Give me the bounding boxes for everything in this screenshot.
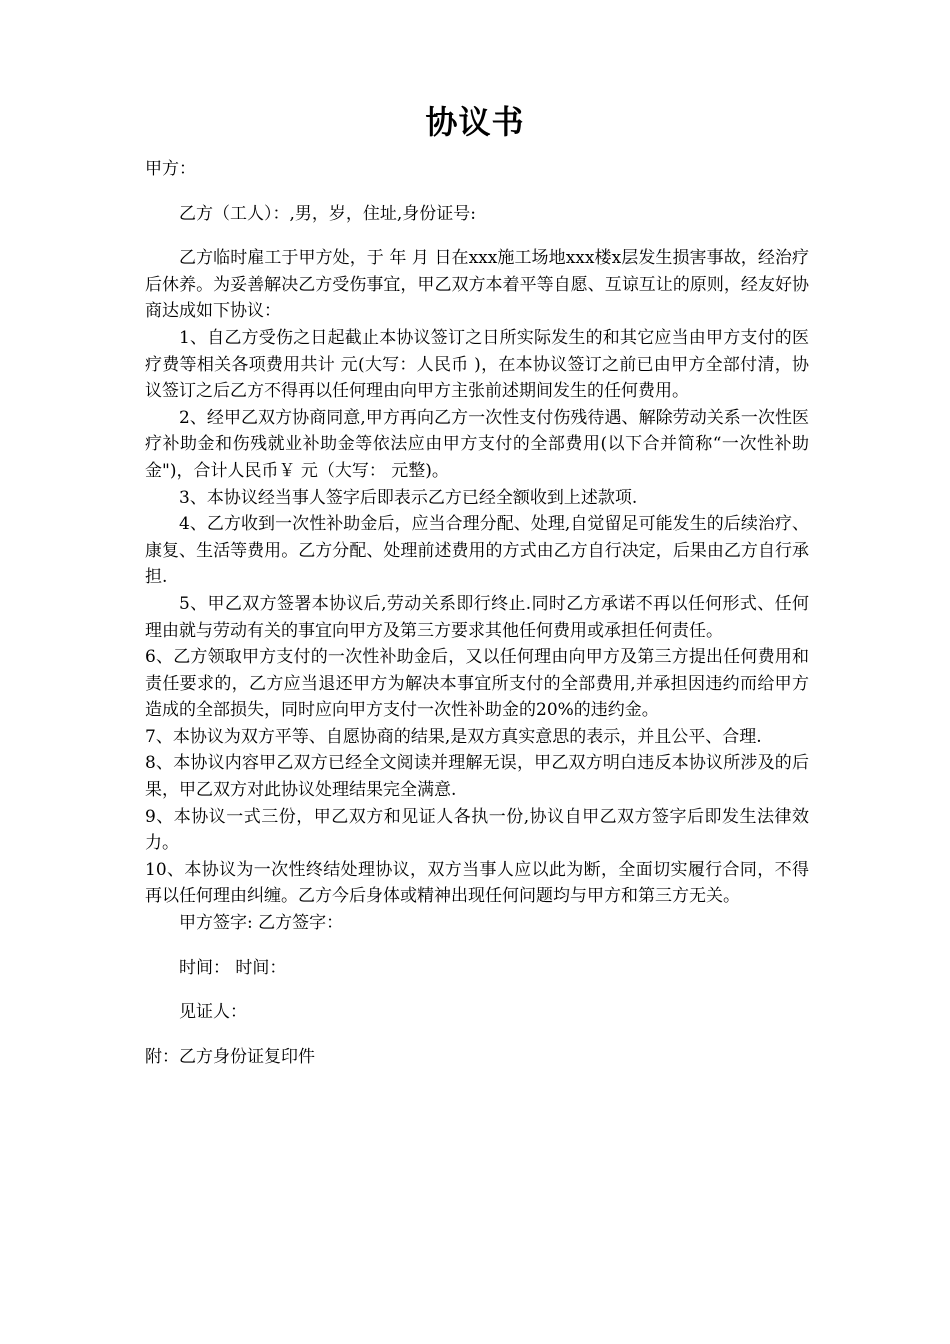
clause-1: 1、自乙方受伤之日起截止本协议签订之日所实际发生的和其它应当由甲方支付的医疗费等相关各项费用共计 元(大写：人民币 )，在本协议签订之前已由甲方全部付清，协议签订之后乙方不得再以任何理由向甲方主张前述期间发生的任何费用。 (145, 327, 809, 402)
clause-6: 6、乙方领取甲方支付的一次性补助金后，又以任何理由向甲方及第三方提出任何费用和责任要求的，乙方应当退还甲方为解决本事宜所支付的全部费用,并承担因违约而给甲方造成的全部损失，同时应向甲方支付一次性补助金的20%的违约金。 (145, 647, 809, 721)
party-a-line: 甲方： (145, 159, 196, 179)
clause-8: 8、本协议内容甲乙双方已经全文阅读并理解无误，甲乙双方明白违反本协议所涉及的后果，甲乙双方对此协议处理结果完全满意. (145, 753, 809, 801)
clause-2: 2、经甲乙双方协商同意,甲方再向乙方一次性支付伤残待遇、解除劳动关系一次性医疗补助金和伤残就业补助金等依法应由甲方支付的全部费用(以下合并简称“一次性补助金")，合计人民币￥ 元（大写： 元整)。 (145, 407, 809, 481)
clause-4: 4、乙方收到一次性补助金后，应当合理分配、处理,自觉留足可能发生的后续治疗、康复、生活等费用。乙方分配、处理前述费用的方式由乙方自行决定，后果由乙方自行承担. (145, 514, 809, 588)
clause-9: 9、本协议一式三份，甲乙双方和见证人各执一份,协议自甲乙双方签字后即发生法律效力。 (145, 806, 809, 854)
attachment-line: 附：乙方身份证复印件 (145, 1046, 315, 1067)
document-body (145, 156, 809, 1070)
date-line: 时间： 时间： (179, 957, 287, 978)
clause-10: 10、本协议为一次性终结处理协议，双方当事人应以此为断，全面切实履行合同，不得再以任何理由纠缠。乙方今后身体或精神出现任何问题均与甲方和第三方无关。 (145, 859, 809, 907)
document-title: 协议书 (425, 103, 525, 141)
witness-line: 见证人： (179, 1002, 247, 1023)
clause-5: 5、甲乙双方签署本协议后,劳动关系即行终止.同时乙方承诺不再以任何形式、任何理由就与劳动有关的事宜向甲方及第三方要求其他任何费用或承担任何责任。 (145, 593, 809, 641)
signature-line: 甲方签字: 乙方签字： (179, 913, 344, 934)
party-b-line: 乙方（工人）：,男，岁，住址,身份证号: (179, 203, 477, 224)
clause-3: 3、本协议经当事人签字后即表示乙方已经全额收到上述款项. (179, 487, 638, 508)
intro-paragraph: 乙方临时雇工于甲方处，于 年 月 日在xxx施工场地xxx楼x层发生损害事故，经治疗后休养。为妥善解决乙方受伤事宜，甲乙双方本着平等自愿、互谅互让的原则，经友好协商达成如下协议： (145, 248, 809, 322)
clause-7: 7、本协议为双方平等、自愿协商的结果,是双方真实意思的表示，并且公平、合理. (145, 726, 762, 747)
